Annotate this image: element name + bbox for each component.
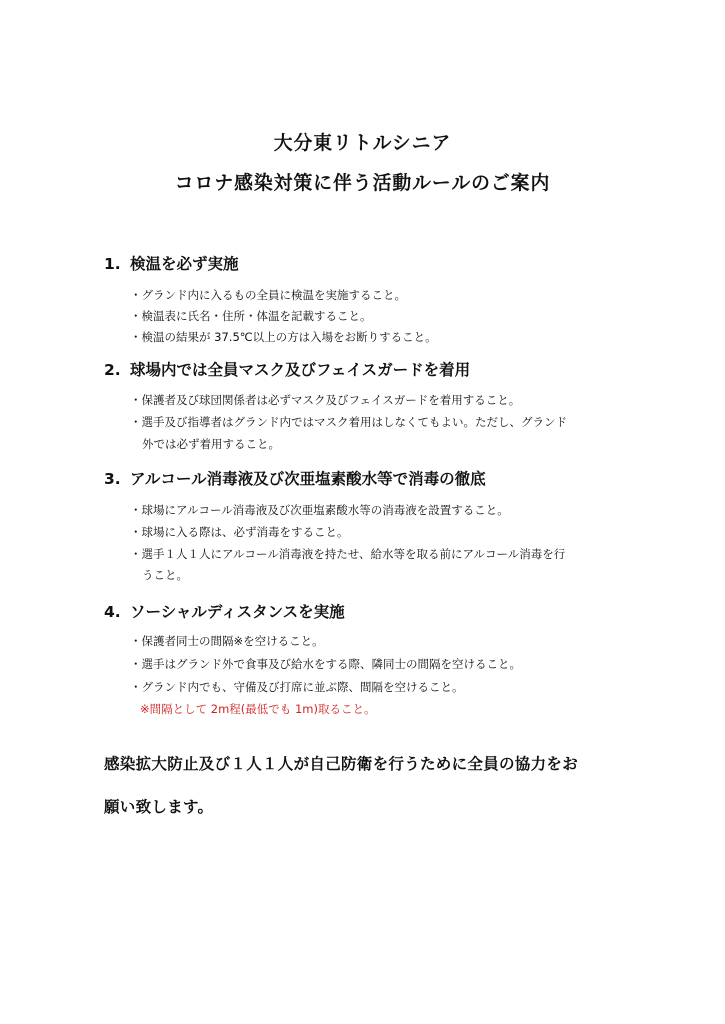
section-title: 検温を必ず実施 <box>130 255 239 273</box>
document-title: 大分東リトルシニア <box>273 133 452 154</box>
closing-line-2: 願い致します。 <box>104 798 214 816</box>
distance-note: ※間隔として 2m程(最低でも 1m)取ること。 <box>140 702 376 716</box>
section-2-item: ・保護者及び球団関係者は必ずマスク及びフェイスガードを着用すること。 <box>130 393 521 407</box>
section-2-heading <box>104 358 470 380</box>
document-subtitle: コロナ感染対策に伴う活動ルールのご案内 <box>174 173 551 194</box>
section-3-heading <box>104 467 486 489</box>
section-number: 4. <box>104 603 121 621</box>
section-2-item: ・選手及び指導者はグランド内ではマスク着用はしなくてもよい。ただし、グランド <box>130 415 567 429</box>
section-4-item: ・グランド内でも、守備及び打席に並ぶ際、間隔を空けること。 <box>130 680 464 694</box>
section-title: アルコール消毒液及び次亜塩素酸水等で消毒の徹底 <box>130 470 486 488</box>
section-3-item-continuation: うこと。 <box>142 568 188 582</box>
section-3-item: ・球場に入る際は、必ず消毒をすること。 <box>130 525 349 539</box>
section-4-item: ・選手はグランド外で食事及び給水をする際、隣同士の間隔を空けること。 <box>130 657 521 671</box>
section-number: 1. <box>104 255 121 273</box>
section-1-item: ・グランド内に入るもの全員に検温を実施すること。 <box>130 288 406 302</box>
section-number: 2. <box>104 361 121 379</box>
section-1-item: ・検温の結果が 37.5℃以上の方は入場をお断りすること。 <box>130 330 437 344</box>
section-title: 球場内では全員マスク及びフェイスガードを着用 <box>130 361 471 379</box>
section-title: ソーシャルディスタンスを実施 <box>130 603 345 621</box>
section-1-item: ・検温表に氏名・住所・体温を記載すること。 <box>130 309 372 323</box>
section-1-heading <box>104 252 239 274</box>
section-3-item: ・選手１人１人にアルコール消毒液を持たせ、給水等を取る前にアルコール消毒を行 <box>130 547 566 561</box>
section-3-item: ・球場にアルコール消毒液及び次亜塩素酸水等の消毒液を設置すること。 <box>130 503 509 517</box>
section-2-item-continuation: 外では必ず着用すること。 <box>142 437 280 451</box>
section-4-item: ・保護者同士の間隔※を空けること。 <box>130 634 324 648</box>
section-number: 3. <box>104 470 121 488</box>
closing-line-1: 感染拡大防止及び１人１人が自己防衛を行うために全員の協力をお <box>104 755 579 773</box>
section-4-heading <box>104 600 345 622</box>
